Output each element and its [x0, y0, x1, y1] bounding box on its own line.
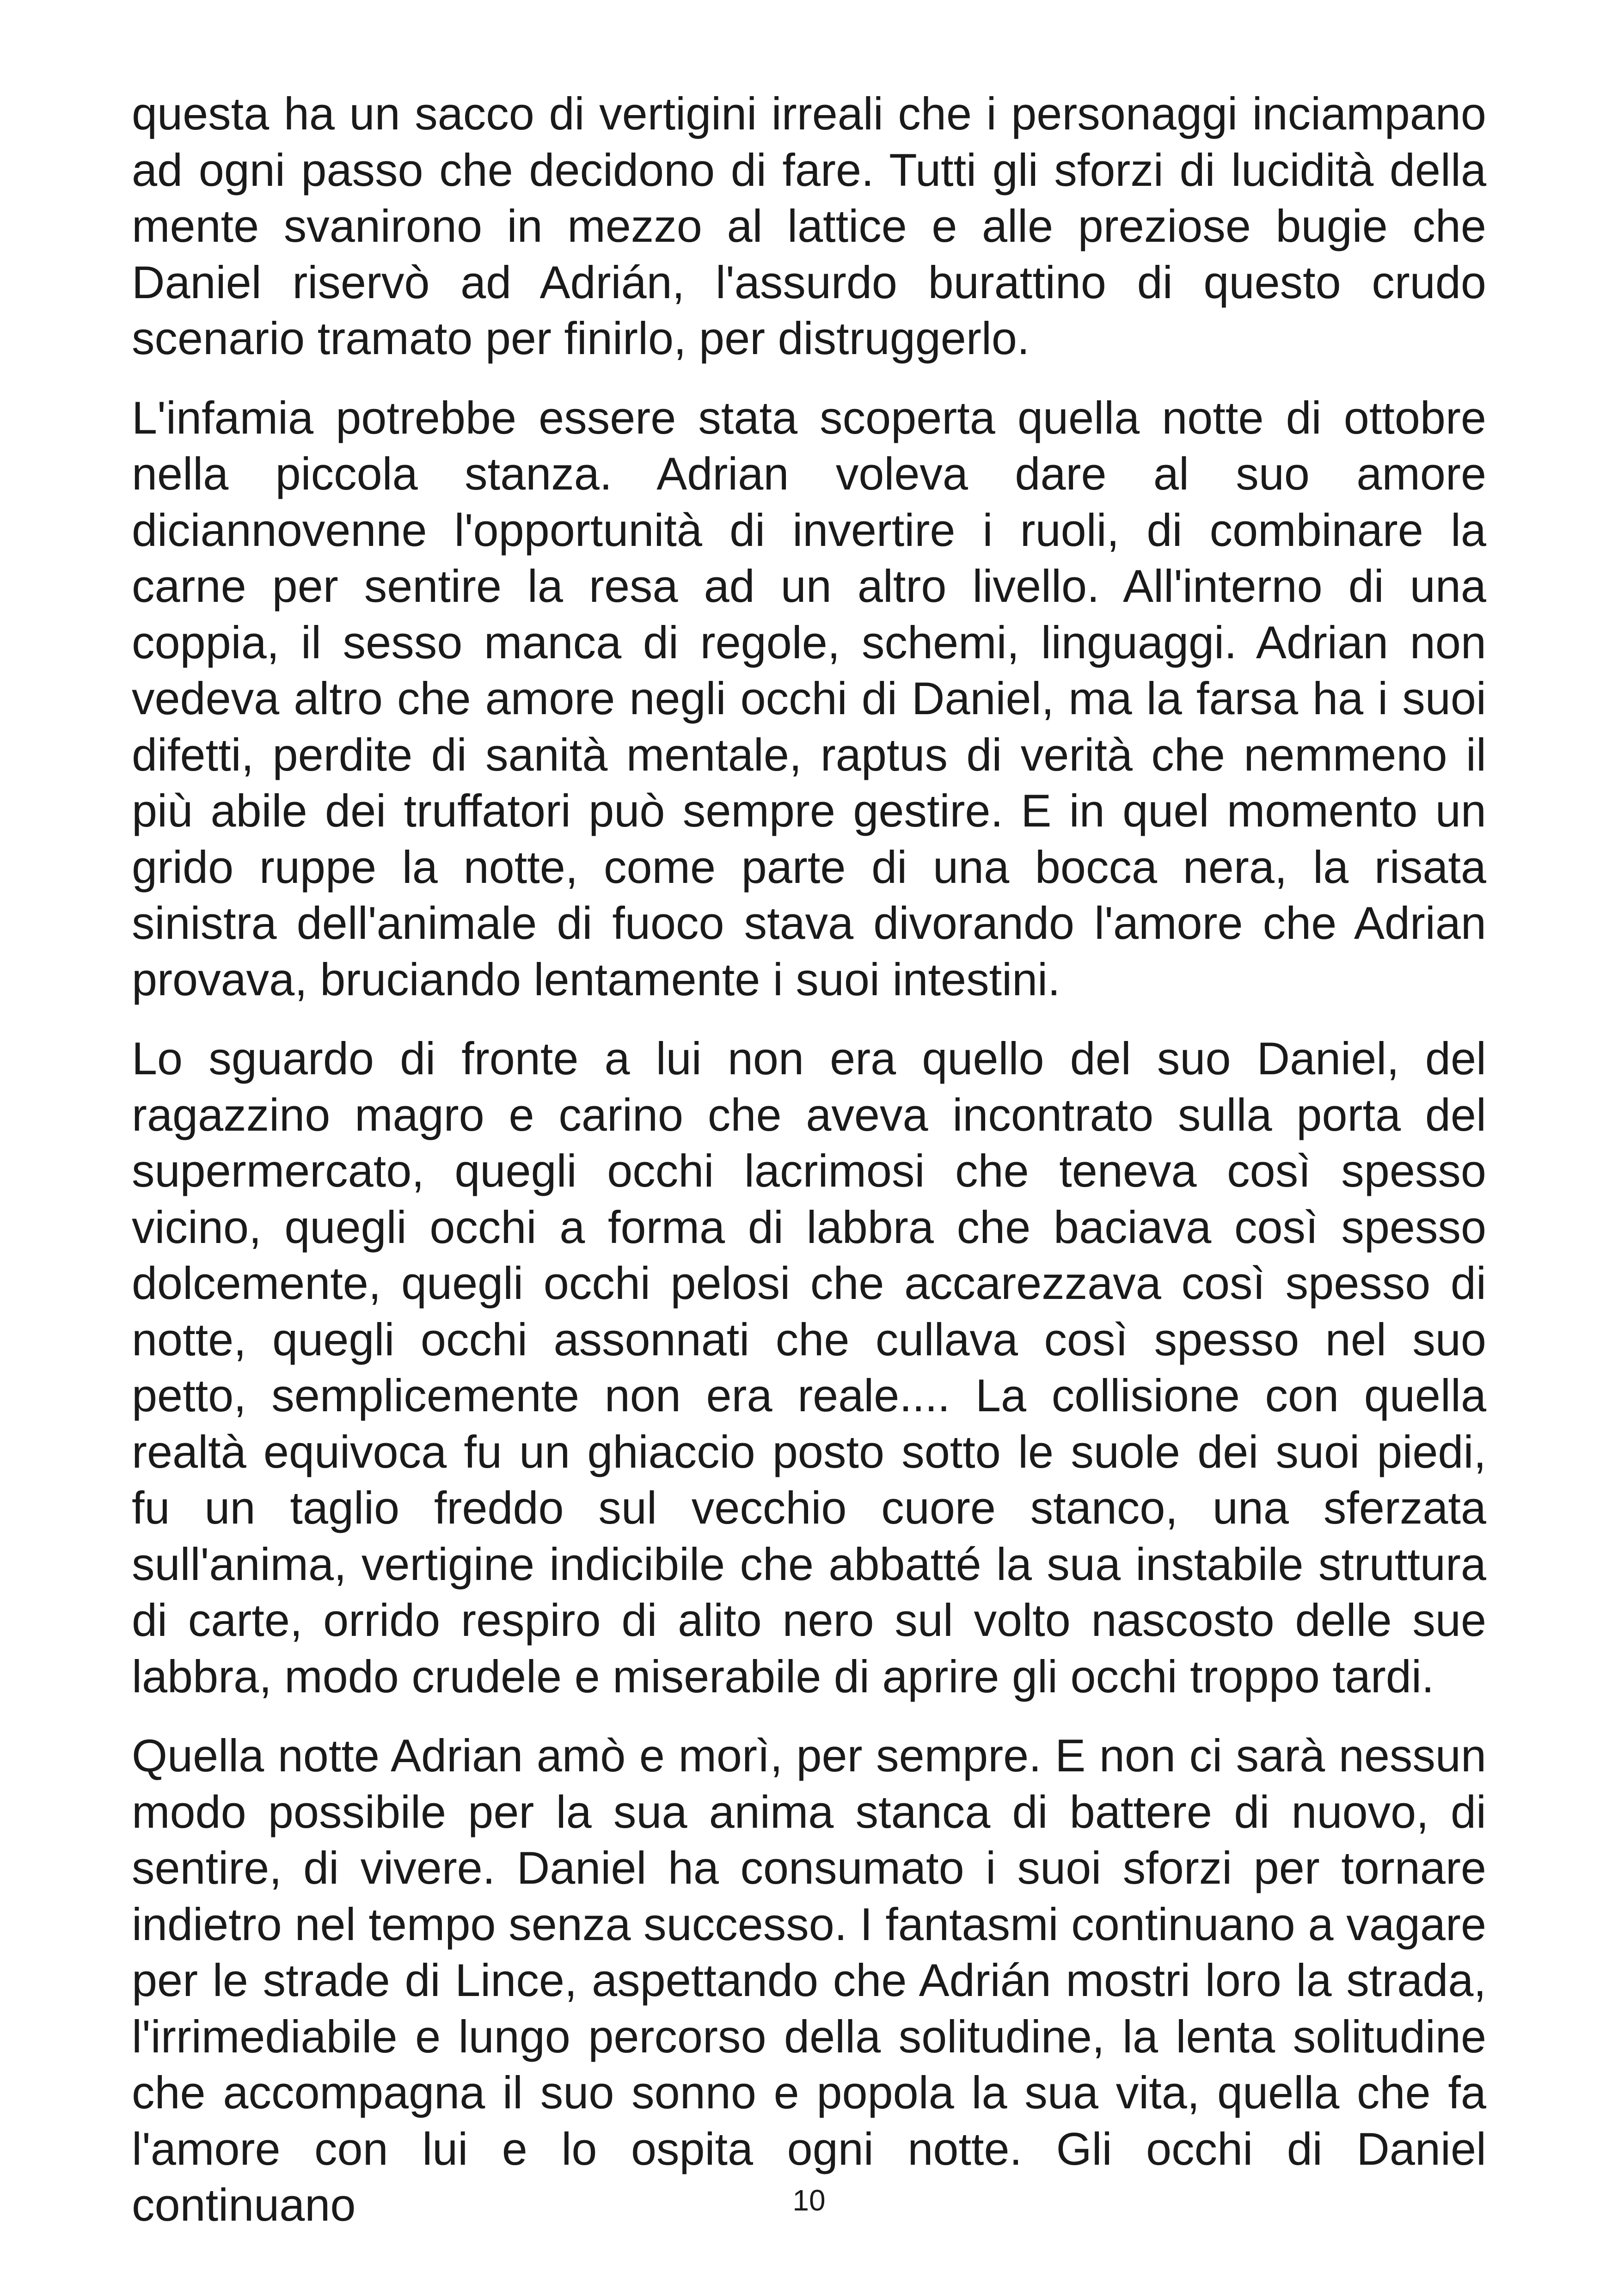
body-text: [132, 86, 1486, 2256]
paragraph-4: Quella notte Adrian amò e morì, per sempre. E non ci sarà nessun modo possibile per la sua anima stanca di battere di nuovo, di sentire, di vivere. Daniel ha consumato i suoi sforzi per tornare indietro nel tempo senza successo. I fantasmi continuano a vagare per le strade di Lince, aspettando che Adrián mostri loro la strada, l'irrimediabile e lungo percorso della solitudine, la lenta solitudine che accompagna il suo sonno e popola la sua vita, quella che fa l'amore con lui e lo ospita ogni notte. Gli occhi di Daniel continuano: [132, 1730, 1486, 2230]
paragraph-3: Lo sguardo di fronte a lui non era quello del suo Daniel, del ragazzino magro e carino che aveva incontrato sulla porta del supermercato, quegli occhi lacrimosi che teneva così spesso vicino, quegli occhi a forma di labbra che baciava così spesso dolcemente, quegli occhi pelosi che accarezzava così spesso di notte, quegli occhi assonnati che cullava così spesso nel suo petto, semplicemente non era reale.... La collisione con quella realtà equivoca fu un ghiaccio posto sotto le suole dei suoi piedi, fu un taglio freddo sul vecchio cuore stanco, una sferzata sull'anima, vertigine indicibile che abbatté la sua instabile struttura di carte, orrido respiro di alito nero sul volto nascosto delle sue labbra, modo crudele e miserabile di aprire gli occhi troppo tardi.: [132, 1033, 1486, 1702]
page-number: 10: [792, 2184, 826, 2217]
paragraph-1: questa ha un sacco di vertigini irreali che i personaggi inciampano ad ogni passo che decidono di fare. Tutti gli sforzi di lucidità della mente svanirono in mezzo al lattice e alle preziose bugie che Daniel riservò ad Adrián, l'assurdo burattino di questo crudo scenario tramato per finirlo, per distruggerlo.: [132, 88, 1486, 364]
paragraph-2: L'infamia potrebbe essere stata scoperta quella notte di ottobre nella piccola stanza. Adrian voleva dare al suo amore diciannovenne l'opportunità di invertire i ruoli, di combinare la carne per sentire la resa ad un altro livello. All'interno di una coppia, il sesso manca di regole, schemi, linguaggi. Adrian non vedeva altro che amore negli occhi di Daniel, ma la farsa ha i suoi difetti, perdite di sanità mentale, raptus di verità che nemmeno il più abile dei truffatori può sempre gestire. E in quel momento un grido ruppe la notte, come parte di una bocca nera, la risata sinistra dell'animale di fuoco stava divorando l'amore che Adrian provava, bruciando lentamente i suoi intestini.: [132, 392, 1486, 1005]
